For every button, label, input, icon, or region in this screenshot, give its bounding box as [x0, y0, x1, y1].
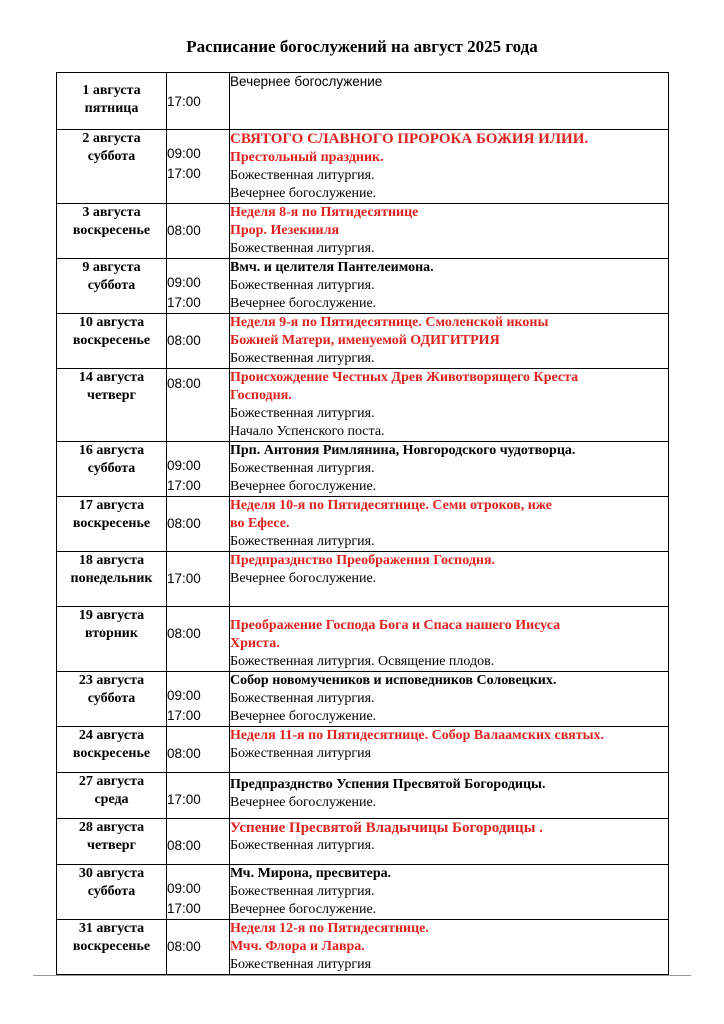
weekday-label: воскресенье	[72, 516, 151, 531]
date-label: 17 августа	[78, 498, 145, 513]
schedule-row	[57, 773, 669, 819]
service-time: 08:00	[167, 376, 201, 391]
weekday-label: суббота	[87, 149, 136, 164]
date-cell	[57, 865, 167, 920]
service-time: 09:00	[167, 275, 201, 290]
service-time: 08:00	[167, 516, 201, 531]
schedule-row	[57, 497, 669, 552]
service-line: Вечернее богослужение.	[230, 795, 377, 810]
service-line: Преображение Господа Бога и Спаса нашего Иисуса	[230, 618, 561, 633]
schedule-row	[57, 865, 669, 920]
service-line: Вечернее богослужение	[230, 74, 383, 89]
service-text: .	[584, 131, 589, 147]
time-cell	[167, 552, 230, 607]
schedule-row	[57, 819, 669, 865]
service-line: Вмч. и целителя Пантелеимона.	[230, 260, 434, 275]
service-time: 08:00	[167, 333, 201, 348]
time-cell	[167, 773, 230, 819]
service-line: Божественная литургия.	[230, 278, 375, 293]
service-time: 17:00	[167, 166, 201, 181]
service-time: 08:00	[167, 223, 201, 238]
weekday-label: суббота	[87, 691, 136, 706]
schedule-row	[57, 314, 669, 369]
service-text: .	[425, 921, 429, 936]
service-text: Собор Валаамских святых.	[431, 728, 605, 743]
date-cell	[57, 727, 167, 773]
schedule-row	[57, 369, 669, 442]
service-text: Неделя 11-я по Пятидесятнице	[230, 728, 425, 743]
time-cell	[167, 442, 230, 497]
service-time: 17:00	[167, 901, 201, 916]
schedule-row	[57, 259, 669, 314]
service-time: 09:00	[167, 688, 201, 703]
date-cell	[57, 73, 167, 130]
service-line: Неделя 10-я по Пятидесятнице. Семи отроков, иже	[230, 498, 552, 513]
date-label: 23 августа	[78, 673, 145, 688]
weekday-label: пятница	[84, 101, 139, 116]
schedule-row	[57, 442, 669, 497]
date-label: 18 августа	[78, 553, 145, 568]
time-cell	[167, 314, 230, 369]
service-line: Божественная литургия.	[230, 461, 375, 476]
service-line: Господня.	[230, 388, 292, 403]
service-text: СВЯТОГО СЛАВНОГО ПРОРОКА БОЖИЯ ИЛИИ	[230, 131, 585, 147]
schedule-row	[57, 73, 669, 130]
time-cell	[167, 727, 230, 773]
weekday-label: суббота	[87, 461, 136, 476]
service-line: Божественная литургия.	[230, 691, 375, 706]
service-line: Христа.	[230, 636, 280, 651]
service-text: .	[424, 728, 432, 743]
service-time: 09:00	[167, 146, 201, 161]
schedule-row	[57, 727, 669, 773]
service-cell	[230, 314, 669, 369]
service-line: Успение Пресвятой Владычицы Богородицы .	[230, 820, 543, 836]
service-text: Неделя 12-я по Пятидесятнице	[230, 921, 426, 936]
service-time: 08:00	[167, 838, 201, 853]
time-cell	[167, 920, 230, 975]
service-line: Вечернее богослужение.	[230, 186, 377, 201]
time-cell	[167, 819, 230, 865]
date-cell	[57, 497, 167, 552]
service-time: 17:00	[167, 478, 201, 493]
service-line: Мч. Мирона, пресвитера.	[230, 866, 392, 881]
service-time: 17:00	[167, 792, 201, 807]
date-label: 16 августа	[78, 443, 145, 458]
service-time: 08:00	[167, 626, 201, 641]
service-cell	[230, 497, 669, 552]
service-cell	[230, 552, 669, 607]
date-label: 9 августа	[82, 260, 141, 275]
footer-divider	[33, 975, 691, 976]
service-line: Божественная литургия	[230, 957, 372, 972]
weekday-label: суббота	[87, 278, 136, 293]
service-cell	[230, 607, 669, 672]
service-line	[230, 130, 668, 149]
service-time: 09:00	[167, 881, 201, 896]
service-time: 09:00	[167, 458, 201, 473]
service-line: Неделя 8-я по Пятидесятнице	[230, 205, 419, 220]
service-line: Вечернее богослужение.	[230, 709, 377, 724]
date-cell	[57, 314, 167, 369]
schedule-row	[57, 552, 669, 607]
weekday-label: воскресенье	[72, 746, 151, 761]
service-line: Божественная литургия.	[230, 838, 375, 853]
service-cell	[230, 819, 669, 865]
date-cell	[57, 204, 167, 259]
date-label: 31 августа	[78, 921, 145, 936]
date-label: 10 августа	[78, 315, 145, 330]
schedule-body	[57, 73, 669, 975]
time-cell	[167, 204, 230, 259]
date-label: 2 августа	[82, 131, 141, 146]
service-line: Происхождение Честных Древ Животворящего Креста	[230, 370, 579, 385]
service-cell	[230, 369, 669, 442]
weekday-label: понедельник	[70, 571, 153, 586]
time-cell	[167, 369, 230, 442]
date-cell	[57, 130, 167, 204]
time-cell	[167, 672, 230, 727]
date-label: 28 августа	[78, 820, 145, 835]
service-line: Божественная литургия.	[230, 241, 375, 256]
date-label: 30 августа	[78, 866, 145, 881]
schedule-row	[57, 204, 669, 259]
service-line: Божественная литургия.	[230, 168, 375, 183]
service-line	[230, 727, 668, 745]
schedule-row	[57, 672, 669, 727]
date-label: 27 августа	[78, 774, 145, 789]
date-label: 19 августа	[78, 608, 145, 623]
time-cell	[167, 865, 230, 920]
service-line	[230, 920, 668, 938]
service-line: Божественная литургия.	[230, 884, 375, 899]
service-cell	[230, 773, 669, 819]
service-line: Божественная литургия	[230, 746, 372, 761]
schedule-row	[57, 130, 669, 204]
weekday-label: воскресенье	[72, 223, 151, 238]
weekday-label: четверг	[87, 838, 136, 853]
time-cell	[167, 497, 230, 552]
service-time: 17:00	[167, 94, 201, 109]
service-cell	[230, 204, 669, 259]
service-line: Вечернее богослужение.	[230, 902, 377, 917]
service-time: 08:00	[167, 746, 201, 761]
service-line: Предпразднство Преображения Господня.	[230, 553, 496, 568]
service-cell	[230, 672, 669, 727]
weekday-label: четверг	[87, 388, 136, 403]
time-cell	[167, 607, 230, 672]
service-line: Вечернее богослужение.	[230, 571, 377, 586]
service-time: 17:00	[167, 571, 201, 586]
service-line: Собор новомучеников и исповедников Соловецких.	[230, 673, 557, 688]
schedule-table	[56, 72, 669, 975]
service-line: Мчч. Флора и Лавра.	[230, 939, 365, 954]
service-cell	[230, 259, 669, 314]
time-cell	[167, 259, 230, 314]
service-line: Предпразднство Успения Пресвятой Богородицы.	[230, 777, 546, 792]
date-label: 3 августа	[82, 205, 141, 220]
service-cell	[230, 865, 669, 920]
date-cell	[57, 369, 167, 442]
service-cell	[230, 442, 669, 497]
service-time: 08:00	[167, 939, 201, 954]
date-cell	[57, 773, 167, 819]
date-label: 24 августа	[78, 728, 145, 743]
page-title: Расписание богослужений на август 2025 года	[186, 37, 538, 56]
time-cell	[167, 130, 230, 204]
weekday-label: суббота	[87, 884, 136, 899]
date-cell	[57, 672, 167, 727]
date-cell	[57, 259, 167, 314]
weekday-label: вторник	[85, 626, 138, 641]
service-line: Божественная литургия. Освящение плодов.	[230, 654, 495, 669]
weekday-label: воскресенье	[72, 333, 151, 348]
service-line: Прор. Иезекииля	[230, 223, 340, 238]
service-line: во Ефесе.	[230, 516, 290, 531]
schedule-row	[57, 607, 669, 672]
service-cell	[230, 130, 669, 204]
time-cell	[167, 73, 230, 130]
schedule-row	[57, 920, 669, 975]
weekday-label: воскресенье	[72, 939, 151, 954]
service-line: Божественная литургия.	[230, 351, 375, 366]
service-line: Начало Успенского поста.	[230, 424, 385, 439]
service-time: 17:00	[167, 295, 201, 310]
date-label: 14 августа	[78, 370, 145, 385]
date-label: 1 августа	[82, 83, 141, 98]
date-cell	[57, 552, 167, 607]
service-line: Прп. Антония Римлянина, Новгородского чудотворца.	[230, 443, 576, 458]
date-cell	[57, 920, 167, 975]
date-cell	[57, 442, 167, 497]
service-line: Божественная литургия.	[230, 534, 375, 549]
service-time: 17:00	[167, 708, 201, 723]
service-line: Престольный праздник.	[230, 150, 384, 165]
service-line: Вечернее богослужение.	[230, 479, 377, 494]
date-cell	[57, 607, 167, 672]
service-line: Божией Матери, именуемой ОДИГИТРИЯ	[230, 333, 500, 348]
service-cell	[230, 73, 669, 130]
date-cell	[57, 819, 167, 865]
service-cell	[230, 920, 669, 975]
service-line: Божественная литургия.	[230, 406, 375, 421]
service-cell	[230, 727, 669, 773]
service-line: Вечернее богослужение.	[230, 296, 377, 311]
weekday-label: среда	[94, 792, 129, 807]
service-line: Неделя 9-я по Пятидесятнице. Смоленской иконы	[230, 315, 549, 330]
